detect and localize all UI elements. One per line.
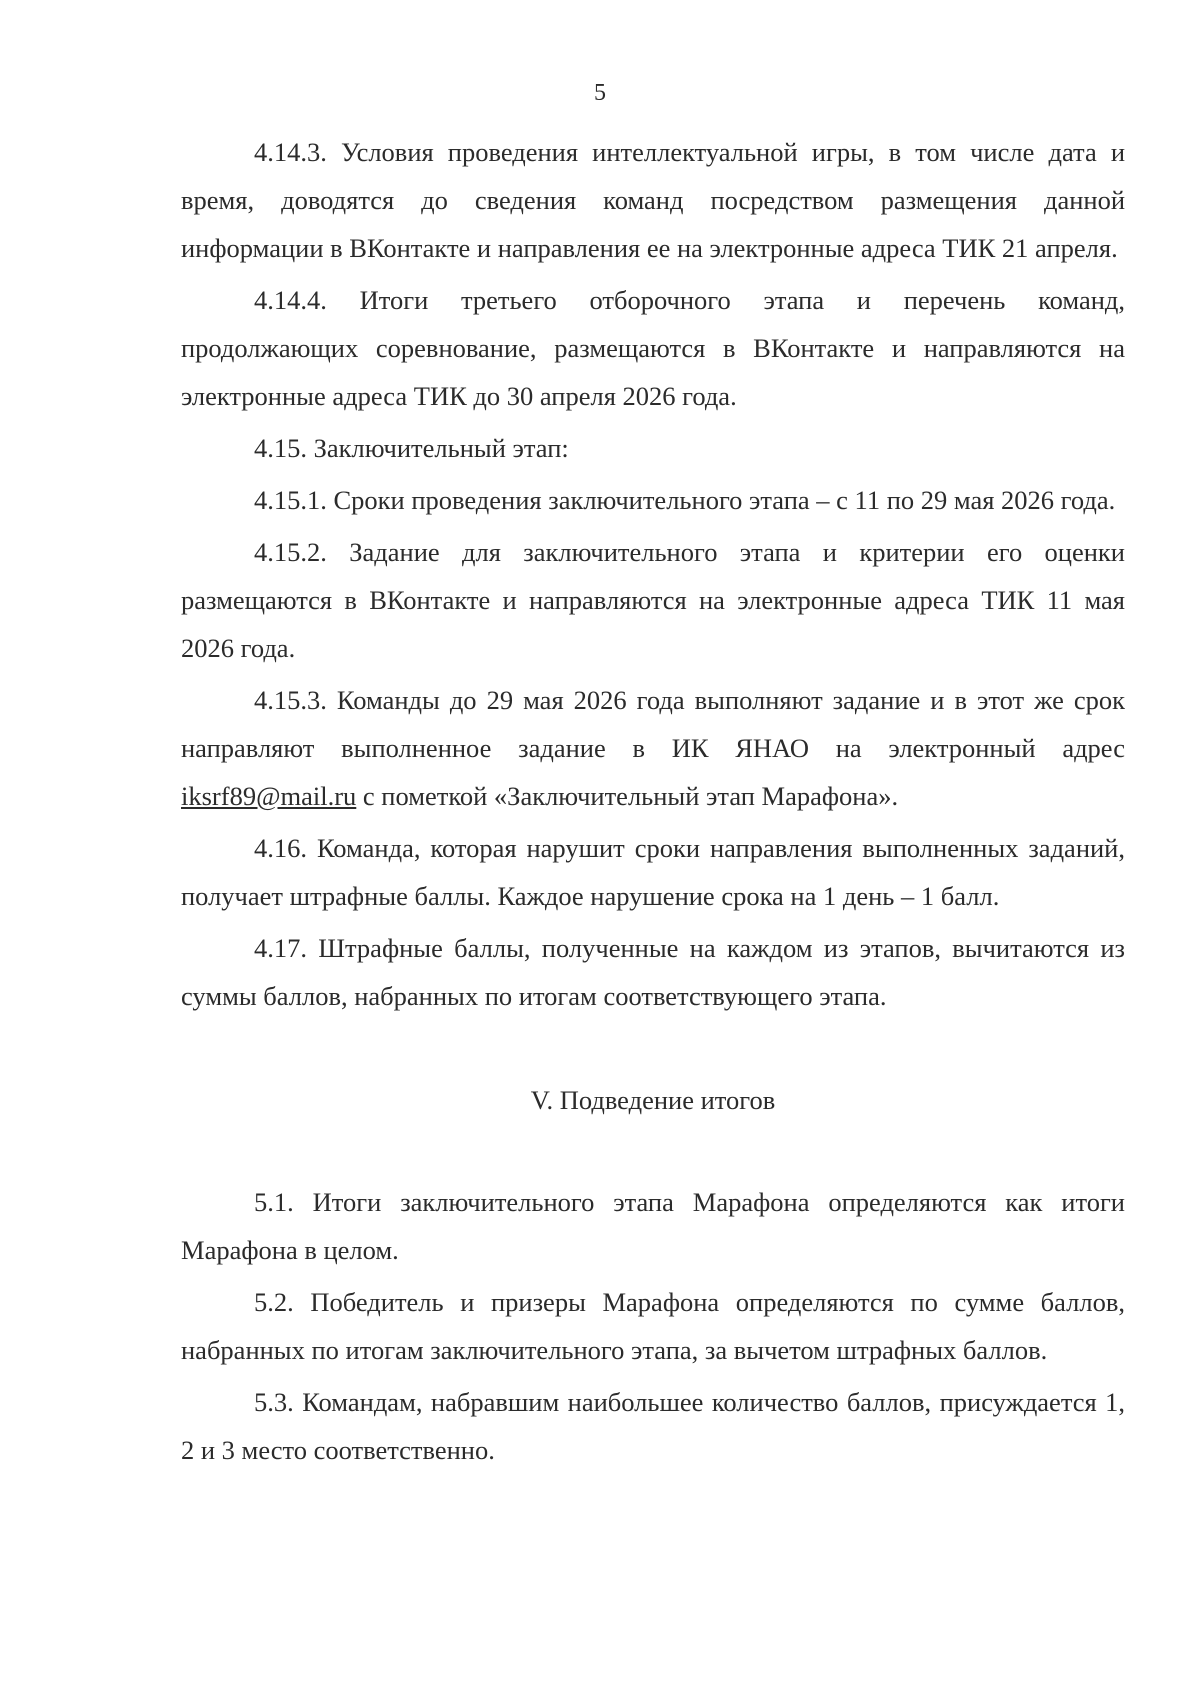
paragraph-5-1: 5.1. Итоги заключительного этапа Марафона определяются как итоги Марафона в целом. <box>181 1187 1125 1265</box>
section-heading: V. Подведение итогов <box>530 1085 776 1115</box>
paragraph-5-3: 5.3. Командам, набравшим наибольшее количество баллов, присуждается 1, 2 и 3 место соответственно. <box>181 1387 1125 1465</box>
paragraph-4-15-3 <box>181 676 1125 820</box>
paragraph-4-14-4: 4.14.4. Итоги третьего отборочного этапа и перечень команд, продолжающих соревнование, размещаются в ВКонтакте и направляются на электронные адреса ТИК до 30 апреля 2026 года. <box>181 285 1125 411</box>
paragraph-4-16: 4.16. Команда, которая нарушит сроки направления выполненных заданий, получает штрафные баллы. Каждое нарушение срока на 1 день – 1 балл. <box>181 833 1125 911</box>
paragraph-4-15-1: 4.15.1. Сроки проведения заключительного этапа – с 11 по 29 мая 2026 года. <box>254 485 1116 515</box>
paragraph-4-15-2: 4.15.2. Задание для заключительного этапа и критерии его оценки размещаются в ВКонтакте и направляются на электронные адреса ТИК 11 мая 2026 года. <box>181 537 1125 663</box>
email-link[interactable]: iksrf89@mail.ru <box>181 781 357 811</box>
page-number: 5 <box>594 80 606 106</box>
paragraph-4-15: 4.15. Заключительный этап: <box>254 433 569 463</box>
paragraph-4-15-3-tail: с пометкой «Заключительный этап Марафона». <box>356 781 899 811</box>
paragraph-4-14-3: 4.14.3. Условия проведения интеллектуальной игры, в том числе дата и время, доводятся до сведения команд посредством размещения данной информации в ВКонтакте и направления ее на электронные адреса ТИК 21 апреля. <box>181 137 1125 263</box>
paragraph-5-2: 5.2. Победитель и призеры Марафона определяются по сумме баллов, набранных по итогам заключительного этапа, за вычетом штрафных баллов. <box>181 1287 1125 1365</box>
paragraph-4-15-3-lead: 4.15.3. Команды до 29 мая 2026 года выполняют задание и в этот же срок направляют выполненное задание в ИК ЯНАО на электронный адрес <box>181 685 1125 763</box>
document-body <box>181 128 1125 1478</box>
paragraph-4-17: 4.17. Штрафные баллы, полученные на каждом из этапов, вычитаются из суммы баллов, набранных по итогам соответствующего этапа. <box>181 933 1125 1011</box>
